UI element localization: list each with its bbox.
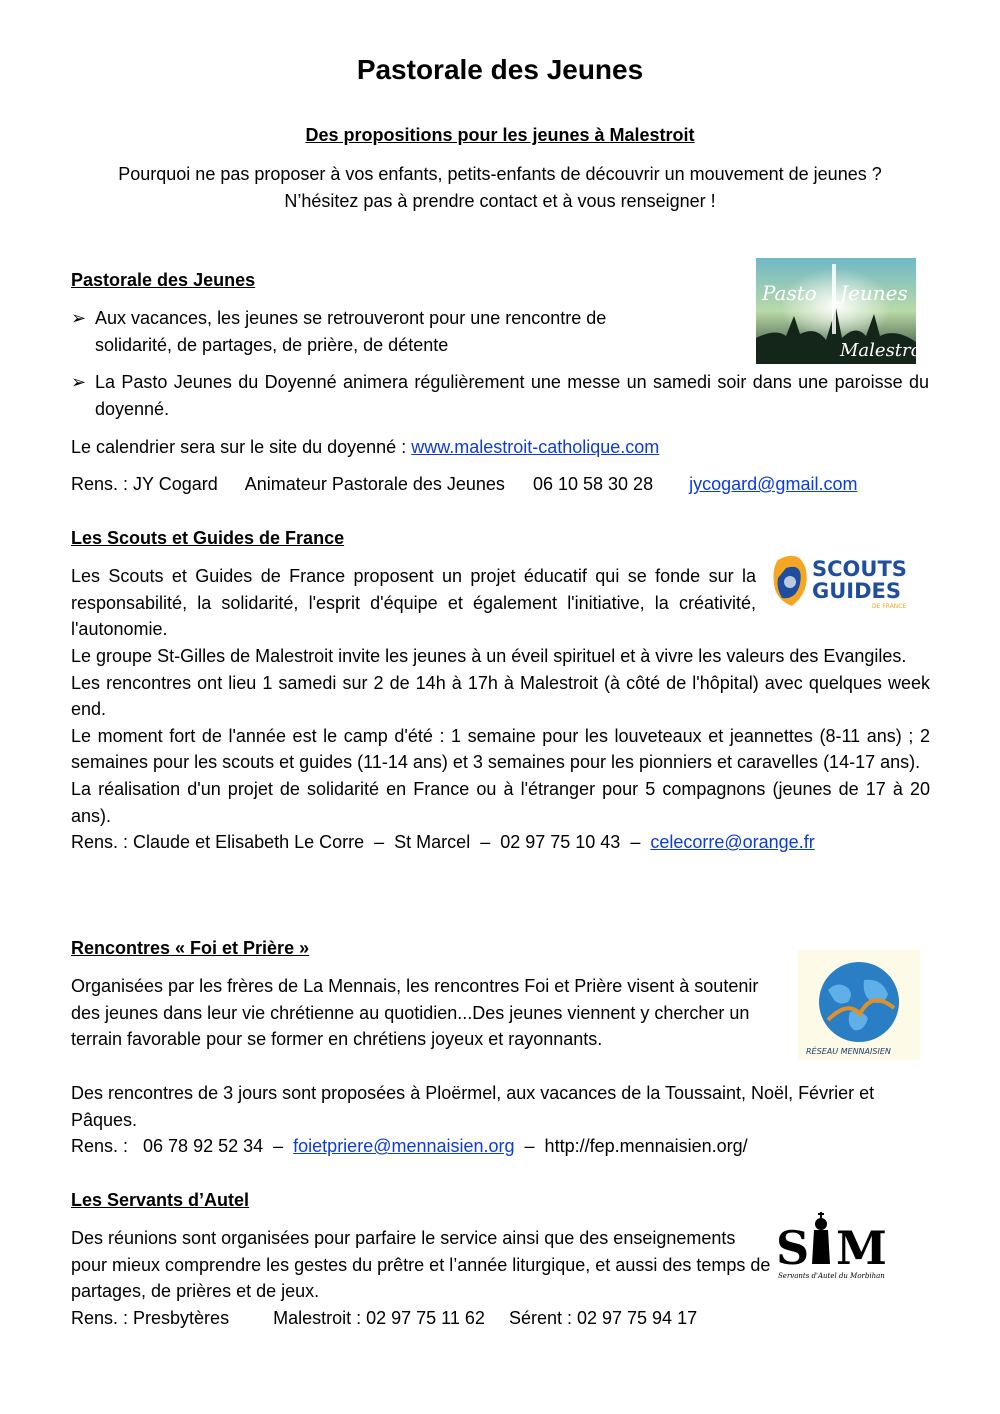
bullet-arrow-icon: ➢	[71, 308, 87, 328]
scouts-paragraph-1: Les Scouts et Guides de France proposent un projet éducatif qui se fonde sur la responsabilité, la solidarité, l'esprit d'équipe et également l'initiative, la créativité, l'autonomie.	[71, 566, 756, 640]
calendar-text: Le calendrier sera sur le site du doyenné :	[71, 437, 412, 457]
contact-label: Rens. : JY Cogard	[71, 474, 218, 494]
svg-text:DE FRANCE: DE FRANCE	[872, 603, 907, 610]
bullet-text: La Pasto Jeunes du Doyenné animera régulièrement une messe un samedi soir dans une paroisse du doyenné.	[95, 372, 929, 419]
foi-paragraph-1: Organisées par les frères de La Mennais, les rencontres Foi et Prière visent à soutenir des jeunes dans leur vie chrétienne au quotidien...Des jeunes viennent y chercher un terrain favorable pour se former en chrétiens joyeux et rayonnants.	[71, 976, 759, 1050]
servants-malestroit-phone: Malestroit : 02 97 75 11 62	[273, 1308, 485, 1328]
svg-text:M: M	[836, 1221, 887, 1275]
scouts-paragraph-3: Les rencontres ont lieu 1 samedi sur 2 de 14h à 17h à Malestroit (à côté de l'hôpital) avec quelques week end.	[71, 672, 930, 720]
scouts-email[interactable]: celecorre@orange.fr	[650, 832, 815, 853]
contact-phone: 06 10 58 30 28	[532, 474, 654, 494]
scouts-body	[71, 643, 930, 856]
scouts-paragraph-2: Le groupe St-Gilles de Malestroit invite les jeunes à un éveil spirituel et à vivre les valeurs des Evangiles.	[71, 646, 907, 666]
pasto-contact	[71, 471, 931, 498]
svg-text:Jeunes: Jeunes	[840, 281, 908, 305]
bullet-text: Aux vacances, les jeunes se retrouveront pour une rencontre de solidarité, de partages, de prière, de détente	[95, 308, 607, 355]
svg-text:GUIDES: GUIDES	[812, 579, 902, 603]
page-subtitle: Des propositions pour les jeunes à Malestroit	[305, 125, 695, 145]
intro-line-1: Pourquoi ne pas proposer à vos enfants, petits-enfants de découvrir un mouvement de jeunes ?	[118, 164, 882, 184]
calendar-link[interactable]: www.malestroit-catholique.com	[411, 437, 660, 457]
pasto-calendar	[71, 434, 931, 461]
section-heading: Les Scouts et Guides de France	[71, 528, 345, 548]
section-servants	[71, 1189, 931, 1211]
page-title: Pastorale des Jeunes	[356, 54, 644, 85]
svg-text:RÉSEAU MENNAISIEN: RÉSEAU MENNAISIEN	[806, 1047, 891, 1056]
servants-body	[71, 1225, 771, 1305]
servants-contact	[71, 1305, 931, 1332]
section-heading: Pastorale des Jeunes	[71, 270, 256, 290]
svg-text:Malestroit: Malestroit	[840, 340, 935, 361]
scouts-paragraph-5: La réalisation d'un projet de solidarité en France ou à l'étranger pour 5 compagnons (jeunes de 17 à 20 ans).	[71, 778, 930, 826]
intro-text	[40, 161, 960, 215]
foi-email[interactable]: foietpriere@mennaisien.org	[293, 1136, 515, 1157]
section-scouts	[71, 527, 931, 549]
svg-text:Servants d'Autel du Morbihan: Servants d'Autel du Morbihan	[778, 1272, 885, 1280]
svg-text:S: S	[776, 1221, 810, 1275]
svg-text:SCOUTS: SCOUTS	[812, 557, 907, 581]
scouts-contact: Rens. : Claude et Elisabeth Le Corre – St Marcel – 02 97 75 10 43 – celecorre@orange.fr	[71, 832, 815, 853]
bullet-arrow-icon: ➢	[71, 372, 87, 392]
contact-email[interactable]: jycogard@gmail.com	[689, 474, 858, 494]
section-heading: Les Servants d’Autel	[71, 1190, 250, 1210]
servants-serent-phone: Sérent : 02 97 75 94 17	[508, 1308, 698, 1328]
intro-line-2: N’hésitez pas à prendre contact et à vous renseigner !	[284, 191, 716, 211]
section-heading: Rencontres « Foi et Prière »	[71, 938, 310, 958]
svg-text:Pasto: Pasto	[762, 281, 817, 305]
foi-contact: Rens. : 06 78 92 52 34 – foietpriere@mennaisien.org – http://fep.mennaisien.org/	[71, 1136, 748, 1157]
pasto-jeunes-logo	[756, 258, 935, 364]
reseau-mennaisien-logo	[798, 950, 920, 1060]
pasto-bullet-2	[71, 369, 929, 422]
servants-autel-morbihan-logo	[774, 1212, 898, 1282]
scouts-paragraph-4: Le moment fort de l'année est le camp d'été : 1 semaine pour les louveteaux et jeannettes (8-11 ans) ; 2 semaines pour les scouts et guides (11-14 ans) et 3 semaines pour les pionniers et caravelles (14-17 ans).	[71, 725, 930, 773]
foi-body	[71, 1080, 931, 1160]
servants-label: Rens. : Presbytères	[71, 1308, 230, 1328]
contact-role: Animateur Pastorale des Jeunes	[244, 474, 505, 494]
pasto-bullet-1	[71, 305, 671, 358]
servants-paragraph-1: Des réunions sont organisées pour parfaire le service ainsi que des enseignements pour mieux comprendre les gestes du prêtre et l’année liturgique, et aussi des temps de partages, de prières et de jeux.	[71, 1228, 771, 1302]
foi-paragraph-2: Des rencontres de 3 jours sont proposées à Ploërmel, aux vacances de la Toussaint, Noël, Février et Pâques.	[71, 1083, 875, 1130]
scouts-guides-logo	[770, 548, 922, 618]
